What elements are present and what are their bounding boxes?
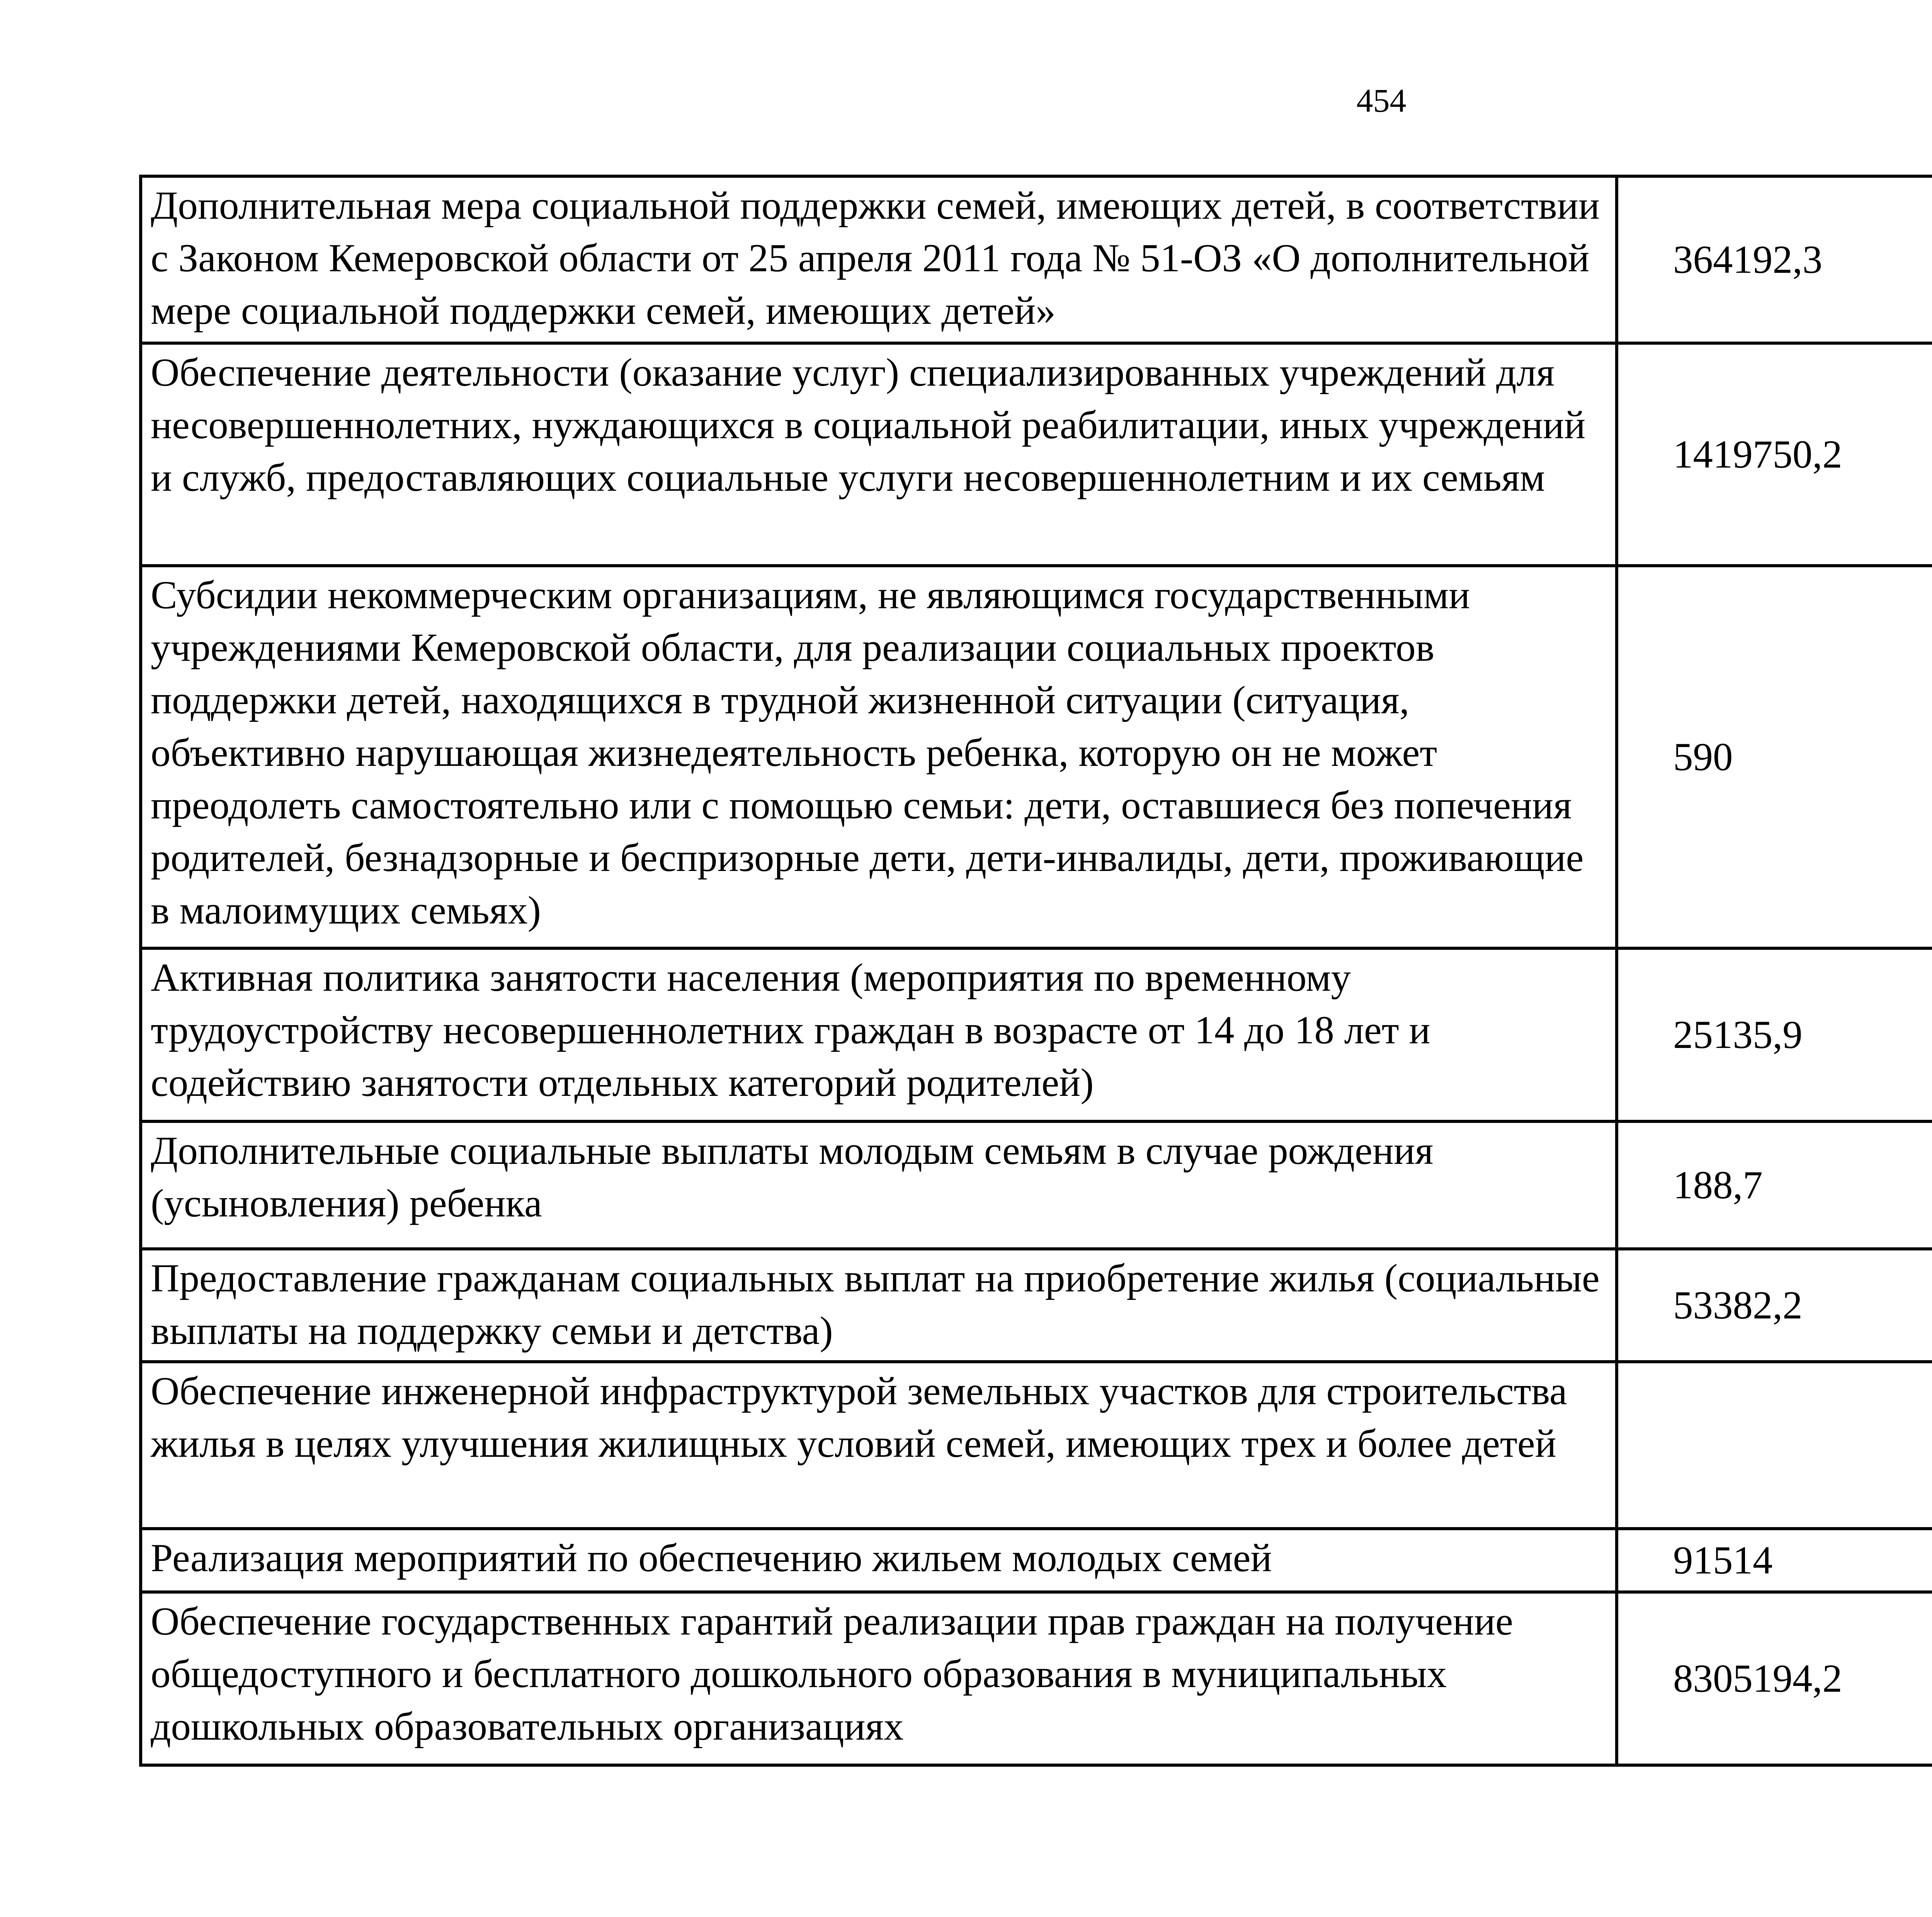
- value-cell-1: 8305194,2: [1617, 1592, 1932, 1765]
- value-cell-1: 1419750,2: [1617, 343, 1932, 566]
- value-cell-1: 364192,3: [1617, 176, 1932, 343]
- row-description: Субсидии некоммерческим организациям, не являющимся государственными учреждениями Кемеровской области, для реализации социальных проектов поддержки детей, находящихся в трудной жизненной ситуации (ситуация, объективно нарушающая жизнедеятельность ребенка, которую он не может преодолеть самостоятельно или с помощью семьи: дети, оставшиеся без попечения родителей, безнадзорные и беспризорные дети, дети-инвалиды, дети, проживающие в малоимущих семьях): [141, 566, 1617, 948]
- row-description: Предоставление гражданам социальных выплат на приобретение жилья (социальные выплаты на поддержку семьи и детства): [141, 1249, 1617, 1362]
- row-description: Реализация мероприятий по обеспечению жильем молодых семей: [141, 1529, 1617, 1592]
- table-row: [141, 176, 1932, 343]
- row-description: Обеспечение инженерной инфраструктурой земельных участков для строительства жилья в целях улучшения жилищных условий семей, имеющих трех и более детей: [141, 1362, 1617, 1529]
- row-description: Обеспечение деятельности (оказание услуг) специализированных учреждений для несовершеннолетних, нуждающихся в социальной реабилитации, иных учреждений и служб, предоставляющих социальные услуги несовершеннолетним и их семьям: [141, 343, 1617, 566]
- table-row: [141, 1121, 1932, 1249]
- row-description: Дополнительная мера социальной поддержки семей, имеющих детей, в соответствии с Законом Кемеровской области от 25 апреля 2011 года № 51-ОЗ «О дополнительной мере социальной поддержки семей, имеющих детей»: [141, 176, 1617, 343]
- table-row: [141, 1249, 1932, 1362]
- table-row: [141, 948, 1932, 1121]
- budget-table: [139, 175, 1932, 1767]
- table-row: [141, 1529, 1932, 1592]
- value-cell-1: 25135,9: [1617, 948, 1932, 1121]
- row-description: Обеспечение государственных гарантий реализации прав граждан на получение общедоступного и бесплатного дошкольного образования в муниципальных дошкольных образовательных организациях: [141, 1592, 1617, 1765]
- page-number: 454: [1356, 82, 1406, 119]
- table-row: [141, 566, 1932, 948]
- row-description: Дополнительные социальные выплаты молодым семьям в случае рождения (усыновления) ребенка: [141, 1121, 1617, 1249]
- table-row: [141, 1362, 1932, 1529]
- value-cell-1: 53382,2: [1617, 1249, 1932, 1362]
- value-cell-1: 188,7: [1617, 1121, 1932, 1249]
- table-row: [141, 343, 1932, 566]
- row-description: Активная политика занятости населения (мероприятия по временному трудоустройству несовершеннолетних граждан в возрасте от 14 до 18 лет и содействию занятости отдельных категорий родителей): [141, 948, 1617, 1121]
- table-row: [141, 1592, 1932, 1765]
- value-cell-1: 91514: [1617, 1529, 1932, 1592]
- value-cell-1: 590: [1617, 566, 1932, 948]
- value-cell-1: [1617, 1362, 1932, 1529]
